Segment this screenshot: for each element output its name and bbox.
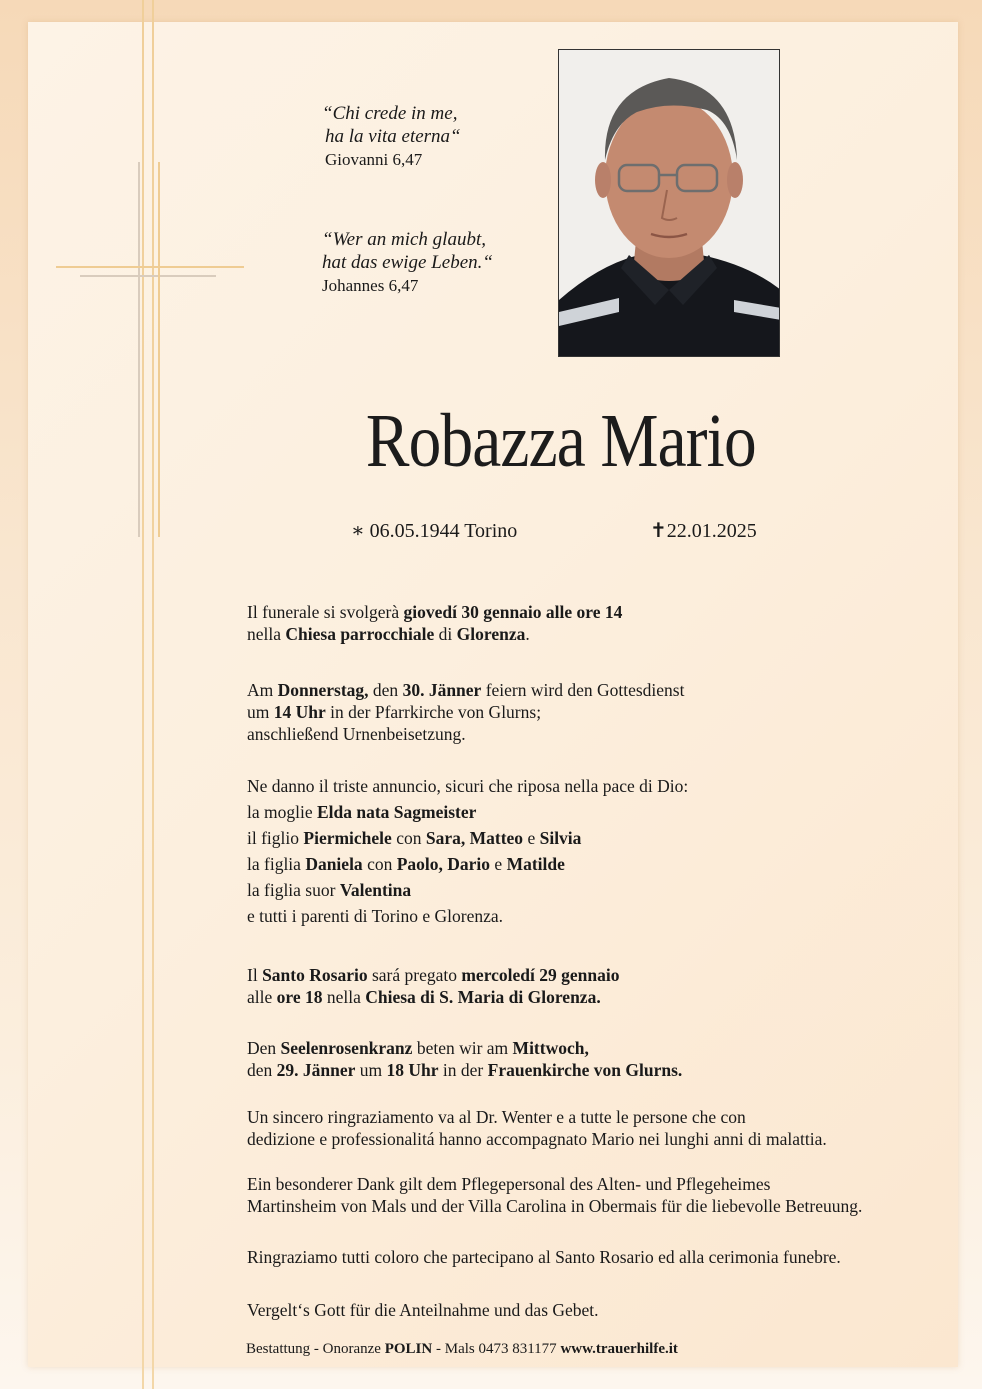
bold-span: 18 Uhr [386,1060,439,1080]
text-line: Martinsheim von Mals und der Villa Carolina in Obermais für die liebevolle Betreuung. [247,1196,863,1216]
funeral-italian [247,601,622,645]
quote-reference: Johannes 6,47 [322,276,419,295]
quote-german [322,228,493,297]
text-span: feiern wird den Gottesdienst [481,680,685,700]
text-span: in der Pfarrkirche von Glurns; [325,702,542,722]
bold-span: 29. Jänner [276,1060,356,1080]
rosary-german [247,1037,682,1081]
cross-icon-horizontal [80,275,216,277]
birth-date: ∗ 06.05.1944 Torino [351,520,518,542]
bold-span: Frauenkirche von Glurns. [487,1060,683,1080]
bold-span: Silvia [539,828,582,848]
text-span: e [523,828,540,848]
text-span: il figlio [247,828,304,848]
text-line: Un sincero ringraziamento va al Dr. Wenter e a tutte le persone che con [247,1107,746,1127]
quote-reference: Giovanni 6,47 [325,150,423,169]
bold-span: Sara, Matteo [425,828,524,848]
bold-span: Elda nata Sagmeister [316,802,477,822]
cross-gold-horizontal [56,266,244,268]
portrait-image [559,50,780,357]
bold-span: Chiesa parrocchiale [285,624,435,644]
deceased-name: Robazza Mario [365,399,756,483]
text-span: um [355,1060,387,1080]
bold-span: 14 Uhr [273,702,326,722]
gold-line-1 [142,0,144,1389]
text-span: la figlia suor [247,880,340,900]
text-span: con [362,854,397,874]
text-line: dedizione e professionalitá hanno accompagnato Mario nei lunghi anni di malattia. [247,1129,827,1149]
rosary-italian [247,964,620,1008]
text-span: den [368,680,403,700]
website-link[interactable]: www.trauerhilfe.it [560,1341,678,1357]
bold-span: 30. Jänner [402,680,482,700]
text-span: alle [247,987,277,1007]
quote-italian [322,102,461,171]
quote-line: hat das ewige Leben.“ [322,252,493,273]
text-span: - Mals 0473 831177 [432,1341,561,1357]
text-line: anschließend Urnenbeisetzung. [247,724,466,744]
text-span: e [490,854,507,874]
quote-line: ha la vita eterna“ [325,126,461,147]
bold-span: Daniela [305,854,363,874]
quote-line: “Chi crede in me, [322,103,458,124]
text-span: di [434,624,457,644]
text-line: Ne danno il triste annuncio, sicuri che riposa nella pace di Dio: [247,776,689,796]
text-span: nella [247,624,286,644]
funeral-home-footer [246,1341,678,1358]
portrait-photo [558,49,780,357]
text-span: den [247,1060,277,1080]
text-span: in der [438,1060,488,1080]
bold-span: Piermichele [303,828,392,848]
text-line: Ein besonderer Dank gilt dem Pflegepersonal des Alten- und Pflegeheimes [247,1174,771,1194]
text-span: Il funerale si svolgerà [247,602,404,622]
vergelts-gott: Vergelt‘s Gott für die Anteilnahme und das Gebet. [247,1300,599,1320]
funeral-german [247,679,684,745]
text-span: . [525,624,530,644]
death-date: ✝22.01.2025 [650,520,757,542]
family-announcement [247,773,688,929]
bold-span: giovedí 30 gennaio alle ore 14 [403,602,623,622]
bold-span: Seelenrosenkranz [280,1038,413,1058]
text-span: Il [247,965,263,985]
bold-span: Donnerstag, [277,680,369,700]
bold-span: Glorenza [456,624,526,644]
text-span: sará pregato [367,965,462,985]
text-span: Den [247,1038,281,1058]
text-span: Bestattung - Onoranze [246,1341,385,1357]
text-span: nella [322,987,366,1007]
text-span: Am [247,680,278,700]
gold-line-2 [152,0,154,1389]
text-span: beten wir am [412,1038,513,1058]
bold-span: POLIN [384,1341,433,1357]
bold-span: ore 18 [276,987,323,1007]
text-span: la figlia [247,854,306,874]
thanks-rosary: Ringraziamo tutti coloro che partecipano al Santo Rosario ed alla cerimonia funebre. [247,1247,841,1267]
text-span: um [247,702,274,722]
bold-span: Chiesa di S. Maria di Glorenza. [365,987,601,1007]
text-line: e tutti i parenti di Torino e Glorenza. [247,906,504,926]
text-span: la moglie [247,802,317,822]
text-span: con [391,828,426,848]
bold-span: Santo Rosario [262,965,368,985]
quote-line: “Wer an mich glaubt, [322,229,486,250]
bold-span: Paolo, Dario [396,854,491,874]
bold-span: mercoledí 29 gennaio [461,965,620,985]
bold-span: Mittwoch, [512,1038,589,1058]
bold-span: Matilde [506,854,565,874]
bold-span: Valentina [339,880,412,900]
thanks-german [247,1173,862,1217]
thanks-italian [247,1106,827,1150]
